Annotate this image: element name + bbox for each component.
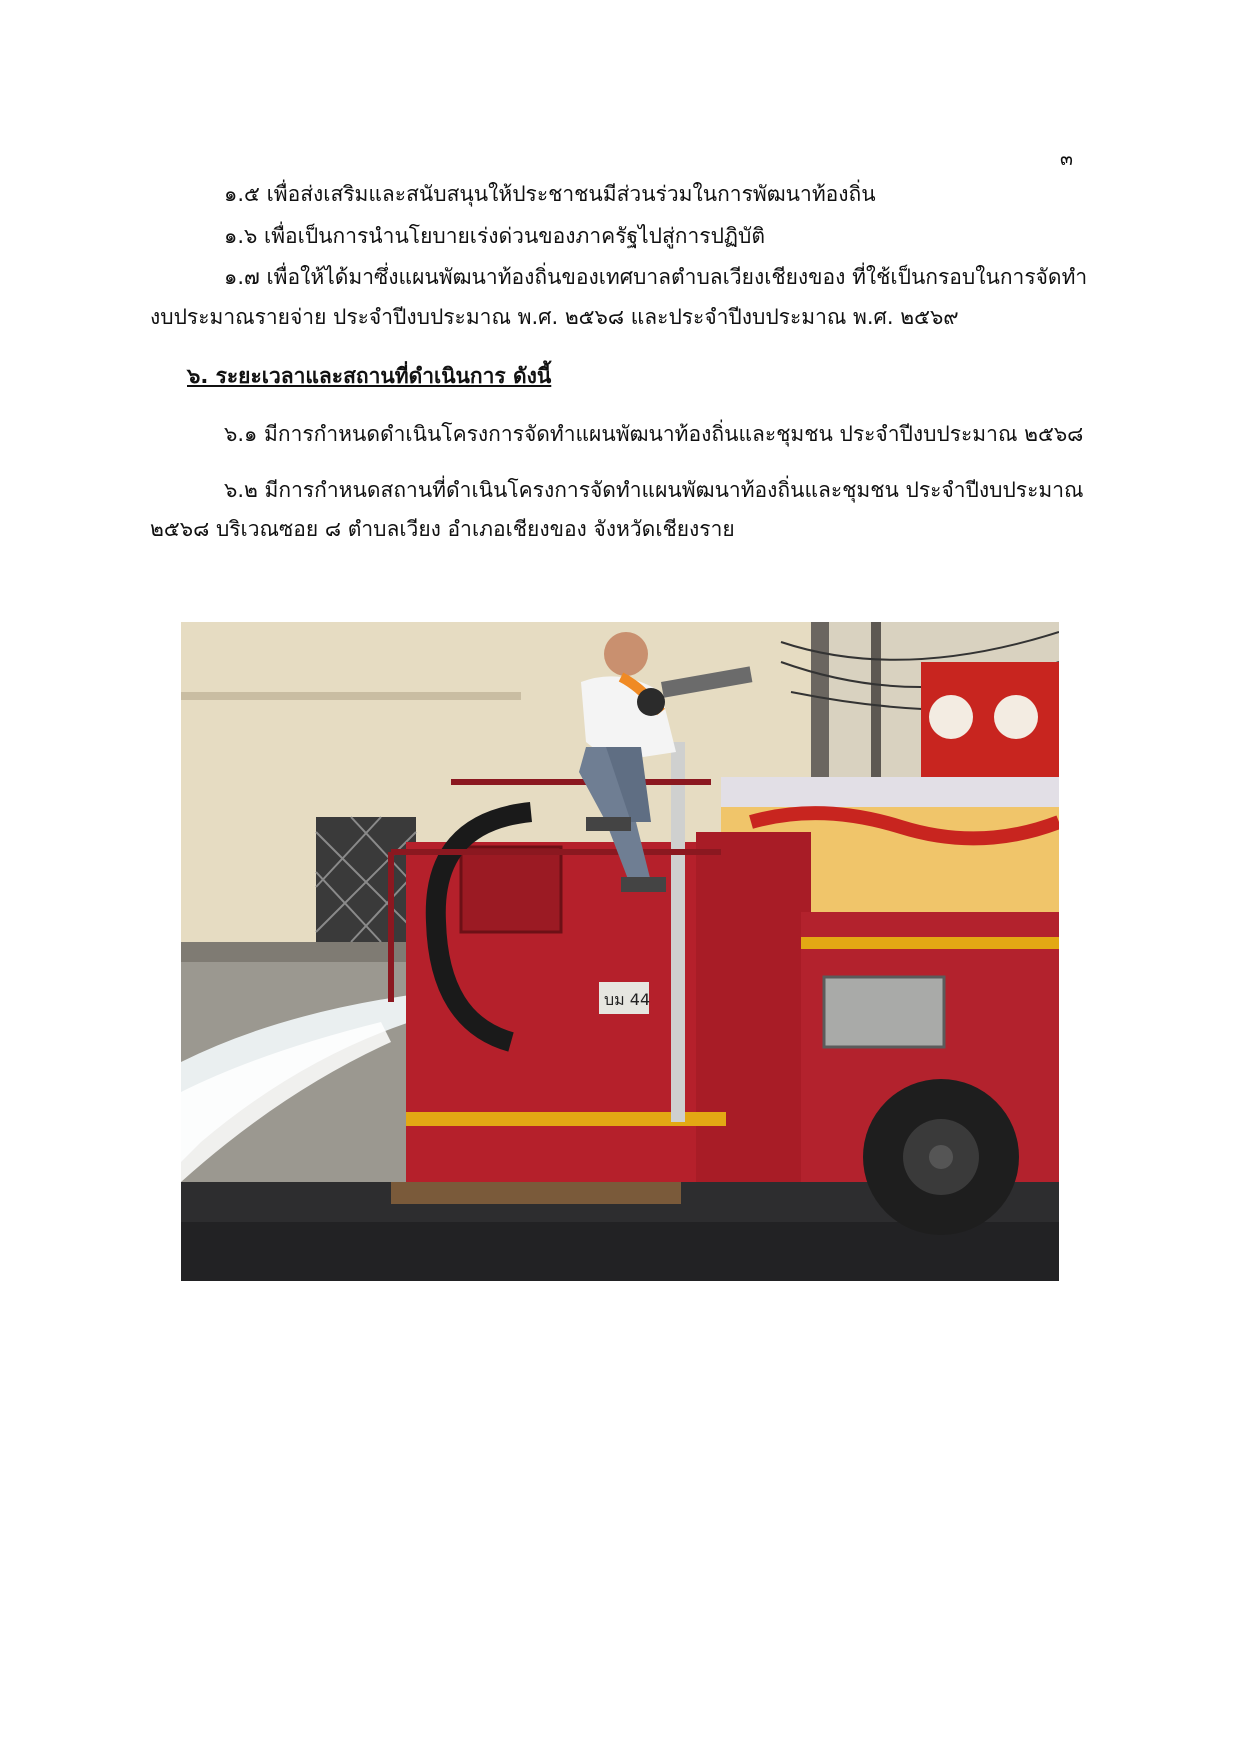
objective-1-7-continued: งบประมาณรายจ่าย ประจำปีงบประมาณ พ.ศ. ๒๕๖๘ และประจำปีงบประมาณ พ.ศ. ๒๕๖๙ bbox=[150, 305, 959, 329]
item-6-1: ๖.๑ มีการกำหนดดำเนินโครงการจัดทำแผนพัฒนาท้องถิ่นและชุมชน ประจำปีงบประมาณ ๒๕๖๘ bbox=[224, 422, 1084, 446]
truck-plate-text: บม 44 bbox=[604, 990, 651, 1009]
section-6-heading: ๖. ระยะเวลาและสถานที่ดำเนินการ ดังนี้ bbox=[187, 364, 552, 388]
objective-1-7: ๑.๗ เพื่อให้ได้มาซึ่งแผนพัฒนาท้องถิ่นของเทศบาลตำบลเวียงเชียงของ ที่ใช้เป็นกรอบในการจัดทำ bbox=[224, 265, 1088, 289]
item-6-2: ๖.๒ มีการกำหนดสถานที่ดำเนินโครงการจัดทำแผนพัฒนาท้องถิ่นและชุมชน ประจำปีงบประมาณ bbox=[224, 478, 1084, 502]
objective-1-5: ๑.๕ เพื่อส่งเสริมและสนับสนุนให้ประชาชนมีส่วนร่วมในการพัฒนาท้องถิ่น bbox=[224, 182, 876, 206]
objective-1-6: ๑.๖ เพื่อเป็นการนำนโยบายเร่งด่วนของภาครัฐไปสู่การปฏิบัติ bbox=[224, 224, 765, 248]
fire-truck-photo bbox=[181, 622, 1059, 1281]
item-6-2-continued: ๒๕๖๘ บริเวณซอย ๘ ตำบลเวียง อำเภอเชียงของ จังหวัดเชียงราย bbox=[150, 517, 735, 541]
page-number: ๓ bbox=[1060, 148, 1073, 170]
